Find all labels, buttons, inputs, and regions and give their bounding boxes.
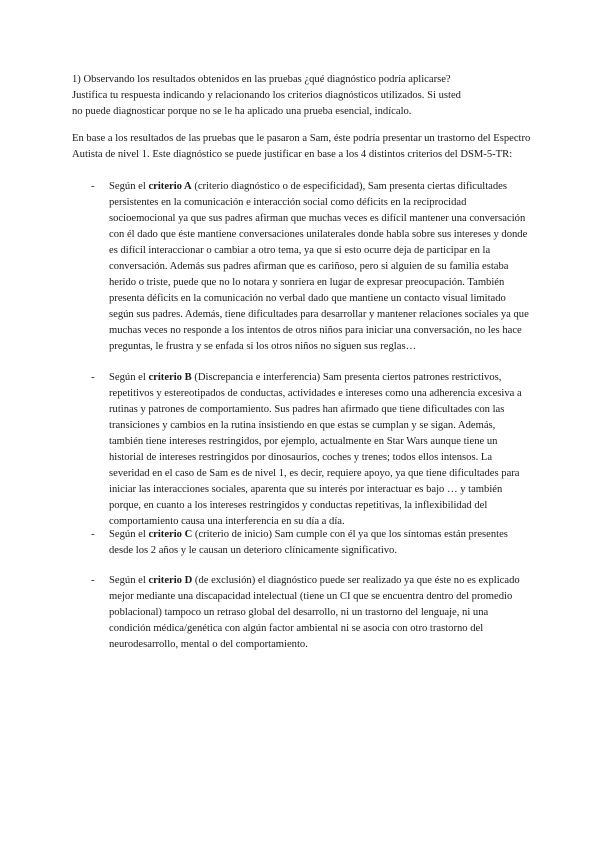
bullet-dash: - <box>91 575 95 586</box>
criterion-d-text: Según el criterio D (de exclusión) el diagnóstico puede ser realizado ya que éste no es explicado mejor mediante una discapacidad intelectual (tiene un CI que se encuentra dentro del promedio poblacional) tampoco un retraso global del desarrollo, ni un trastorno del lenguaje, ni una condición médica/genética con algún factor ambiental ni se asocia con otro trastorno del neurodesarrollo, mental o del comportamiento. <box>109 575 520 650</box>
criterion-a-item <box>91 179 531 355</box>
criterion-a-text: Según el criterio A (criterio diagnóstico o de especificidad), Sam presenta ciertas dificultades persistentes en la comunicación e interacción social como déficits en la reciprocidad socioemocional ya que sus padres afirman que muchas veces es difícil mantener una conversación con él dado que éste mantiene conversaciones unilaterales donde habla sobre sus intereses y donde es difícil interaccionar o cambiar a otro tema, ya que si esto ocurre deja de participar en la conversación. Además sus padres afirman que es cariñoso, pero si alguien de su familia estaba herido o triste, puede que no lo notara y sonriera en lugar de expresar preocupación. También presenta déficits en la comunicación no verbal dado que mantiene un contacto visual limitado según sus padres. Además, tiene dificultades para desarrollar y mantener relaciones sociales ya que muchas veces no responde a los intentos de otros niños para iniciar una conversación, no les hace preguntas, le frustra y se enfada si los otros niños no siguen sus reglas… <box>109 181 529 352</box>
criterion-c-text: Según el criterio C (criterio de inicio) Sam cumple con él ya que los síntomas están presentes desde los 2 años y le causan un deterioro clínicamente significativo. <box>109 529 508 556</box>
criterion-c-item <box>91 527 531 559</box>
bullet-dash: - <box>91 529 95 540</box>
intro-paragraph: En base a los resultados de las pruebas que le pasaron a Sam, éste podría presentar un trastorno del Espectro Autista de nivel 1. Este diagnóstico se puede justificar en base a los 4 distintos criterios del DSM-5-TR: <box>72 133 531 160</box>
answer-intro <box>72 131 532 163</box>
question-line: Justifica tu respuesta indicando y relacionando los criterios diagnósticos utilizados. Si usted <box>72 90 461 101</box>
criterion-b-item <box>91 370 531 530</box>
question-block <box>72 72 542 120</box>
question-line: 1) Observando los resultados obtenidos en las pruebas ¿qué diagnóstico podría aplicarse? <box>72 74 451 85</box>
criterion-label: criterio B <box>148 372 192 383</box>
criterion-d-item <box>91 573 531 653</box>
criterion-label: criterio C <box>148 529 193 540</box>
bullet-dash: - <box>91 181 95 192</box>
criterion-label: criterio D <box>148 575 193 586</box>
criterion-label: criterio A <box>148 181 192 192</box>
criterion-b-text: Según el criterio B (Discrepancia e interferencia) Sam presenta ciertos patrones restrictivos, repetitivos y estereotipados de conductas, actividades e intereses como una adherencia excesiva a rutinas y patrones de comportamiento. Sus padres han afirmado que tiene dificultades con las transiciones y cambios en la rutina insistiendo en que estas se cumplan y se sigan. Además, también tiene intereses restringidos, por ejemplo, actualmente en Star Wars aunque tiene un historial de intereses restringidos por dinosaurios, coches y trenes; todos ellos intensos. La severidad en el caso de Sam es de nivel 1, es decir, requiere apoyo, ya que tiene dificultades para iniciar las interacciones sociales, aparenta que su interés por interactuar es bajo … y también porque, en cuanto a los intereses restringidos y conductas repetitivas, la inflexibilidad del comportamiento causa una interferencia en su día a día. <box>109 372 522 527</box>
question-line: no puede diagnosticar porque no se le ha aplicado una prueba esencial, indícalo. <box>72 106 412 117</box>
bullet-dash: - <box>91 372 95 383</box>
